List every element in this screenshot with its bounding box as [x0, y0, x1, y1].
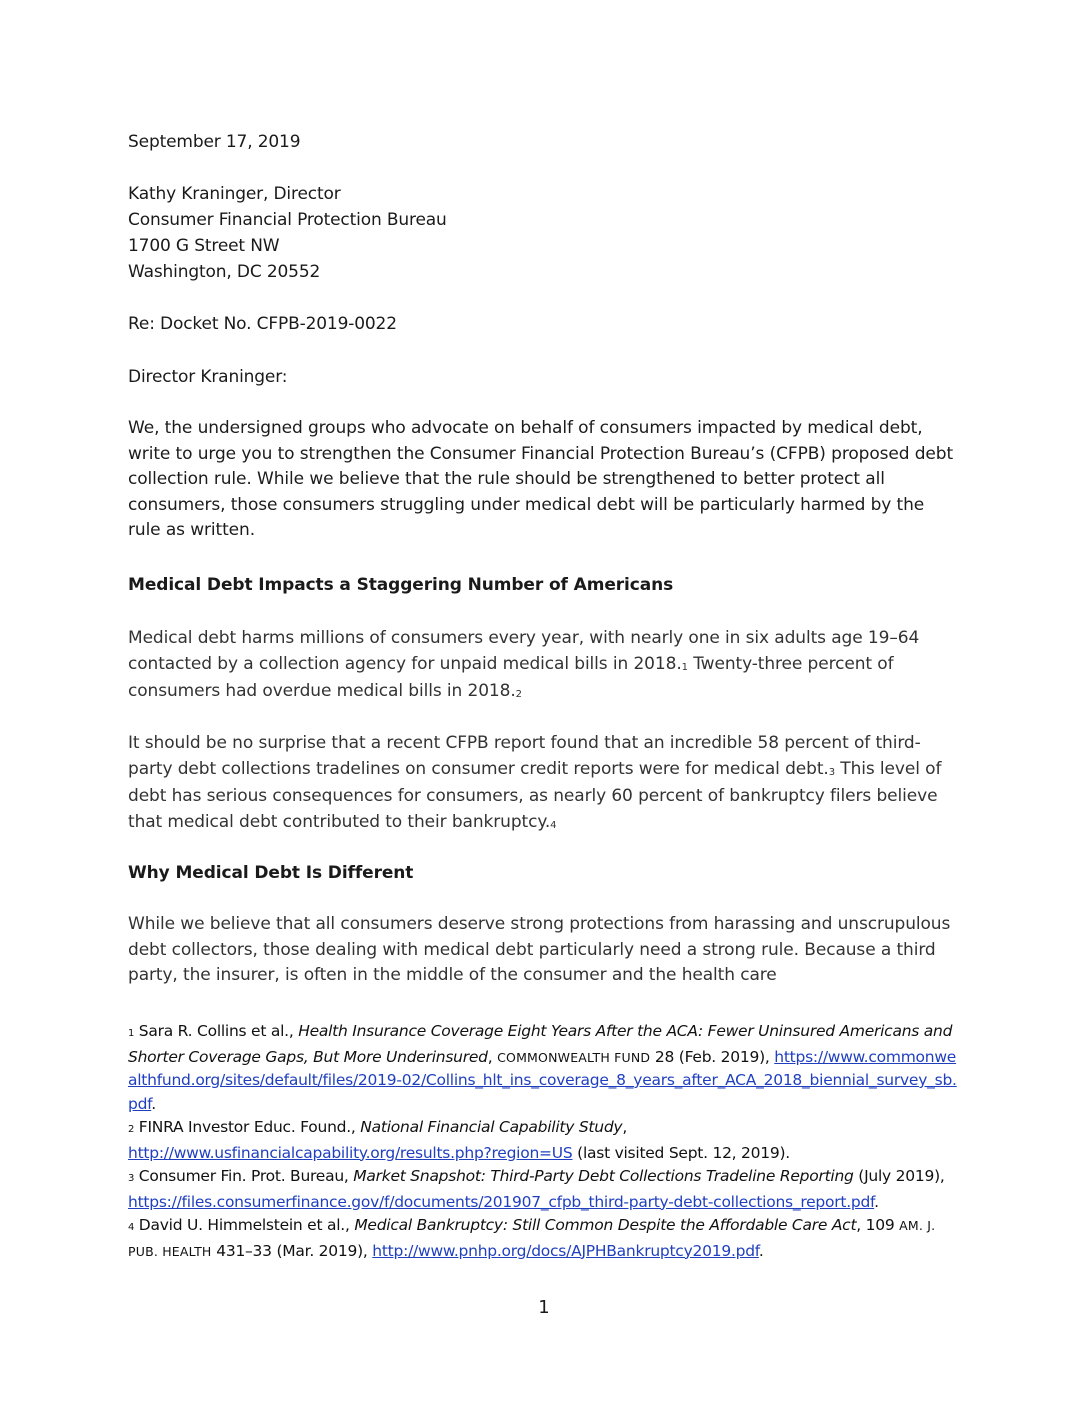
different-paragraph-1: While we believe that all consumers deserve strong protections from harassing and unscrupulous debt collectors, those dealing with medical debt particularly need a strong rule. Because a third party, the insurer, is often in the middle of the consumer and the health care: [128, 914, 951, 985]
impacts-paragraph-1: [128, 626, 958, 707]
section-heading-different: Why Medical Debt Is Different: [128, 863, 414, 883]
recipient-organization: Consumer Financial Protection Bureau: [128, 210, 447, 230]
footnote-link[interactable]: http://www.pnhp.org/docs/AJPHBankruptcy2019.pdf: [372, 1241, 759, 1260]
footnote-link[interactable]: http://www.usfinancialcapability.org/results.php?region=US: [128, 1143, 573, 1162]
footnote-end: (last visited Sept. 12, 2019).: [572, 1143, 790, 1162]
recipient-address: [128, 181, 958, 285]
intro-paragraph: We, the undersigned groups who advocate on behalf of consumers impacted by medical debt, write to urge you to strengthen the Consumer Financial Protection Bureau’s (CFPB) proposed debt collection rule. While we believe that the rule should be strengthened to better protect all consumers, those consumers struggling under medical debt will be particularly harmed by the rule as written.: [128, 418, 954, 540]
footnote-authors: Sara R. Collins et al.,: [134, 1022, 299, 1040]
impacts-p1-text-b: Twenty-three percent of consumers had overdue medical bills in 2018.: [128, 653, 894, 701]
footnotes: [128, 1020, 958, 1263]
footnote-end: .: [151, 1094, 156, 1113]
footnote-details-2: 431–33 (Mar. 2019),: [211, 1241, 373, 1260]
impacts-p1-text-a: Medical debt harms millions of consumers every year, with nearly one in six adults age 19–64 contacted by a collection agency for unpaid medical bills in 2018.: [128, 628, 920, 674]
footnote-title: National Financial Capability Study: [360, 1118, 623, 1136]
re-line: Re: Docket No. CFPB-2019-0022: [128, 314, 397, 334]
recipient-city: Washington, DC 20552: [128, 262, 321, 282]
footnote-separator: ,: [622, 1118, 628, 1136]
footnote-publication: AM. J. PUB. HEALTH: [128, 1218, 936, 1259]
footnote-1: 1 Sara R. Collins et al., Health Insurance Coverage Eight Years After the ACA: Fewer Uninsured Americans and Shorter Coverage Gaps, But More Underinsured, COMMONWEALTH FUND 28 (Feb. 2019), https://www.commonwealthfund.org/sites/default/files/2019-02/Collins_hlt_ins_coverage_8_years_after_ACA_2018_biennial_survey_sb.pdf.: [128, 1022, 957, 1113]
footnote-details: (July 2019),: [853, 1167, 945, 1185]
impacts-p2-text-b: This level of debt has serious consequences for consumers, as nearly 60 percent of bankruptcy filers believe that medical debt contributed to their bankruptcy.: [128, 758, 942, 832]
footnote-title: Health Insurance Coverage Eight Years After the ACA: Fewer Uninsured Americans and Shorter Coverage Gaps, But More Underinsured: [128, 1022, 953, 1066]
footnote-number: 2: [128, 1124, 135, 1135]
footnote-link[interactable]: https://www.commonwealthfund.org/sites/default/files/2019-02/Collins_hlt_ins_coverage_8_years_after_ACA_2018_biennial_survey_sb.pdf: [128, 1047, 957, 1113]
impacts-paragraph-2: [128, 731, 958, 837]
page-number: 1: [538, 1297, 550, 1318]
footnote-2: [128, 1116, 958, 1165]
recipient-street: 1700 G Street NW: [128, 236, 280, 256]
footnote-ref-1: 1: [681, 661, 688, 673]
footnote-details: , 109: [856, 1216, 900, 1234]
footnote-end: .: [758, 1241, 764, 1260]
footnote-title: Medical Bankruptcy: Still Common Despite the Affordable Care Act: [354, 1216, 857, 1234]
footnote-authors: Consumer Fin. Prot. Bureau,: [134, 1167, 354, 1185]
footnote-title: Market Snapshot: Third-Party Debt Collections Tradeline Reporting: [353, 1167, 854, 1185]
recipient-name: Kathy Kraninger, Director: [128, 184, 341, 204]
footnote-details: 28 (Feb. 2019),: [650, 1047, 775, 1066]
footnote-number: 1: [128, 1028, 135, 1039]
footnote-3: [128, 1165, 958, 1214]
footnote-ref-2: 2: [515, 689, 522, 700]
salutation: Director Kraninger:: [128, 367, 288, 387]
impacts-p2-text-a: It should be no surprise that a recent CFPB report found that an incredible 58 percent of third-party debt collections tradelines on consumer credit reports were for medical debt.: [128, 733, 921, 779]
footnote-ref-4: 4: [550, 819, 557, 831]
footnote-authors: David U. Himmelstein et al.,: [134, 1216, 355, 1234]
footnote-publication: COMMONWEALTH FUND: [497, 1049, 651, 1065]
footnote-end: .: [874, 1192, 879, 1211]
footnote-ref-3: 3: [828, 766, 835, 778]
footnote-link[interactable]: https://files.consumerfinance.gov/f/documents/201907_cfpb_third-party-debt-collections_report.pdf: [128, 1192, 875, 1211]
footnote-number: 3: [128, 1173, 135, 1184]
footnote-4: [128, 1214, 958, 1263]
letter-date: September 17, 2019: [128, 132, 301, 152]
section-heading-impacts: Medical Debt Impacts a Staggering Number of Americans: [128, 575, 674, 595]
footnote-number: 4: [128, 1222, 135, 1233]
footnote-authors: FINRA Investor Educ. Found.,: [134, 1118, 361, 1136]
